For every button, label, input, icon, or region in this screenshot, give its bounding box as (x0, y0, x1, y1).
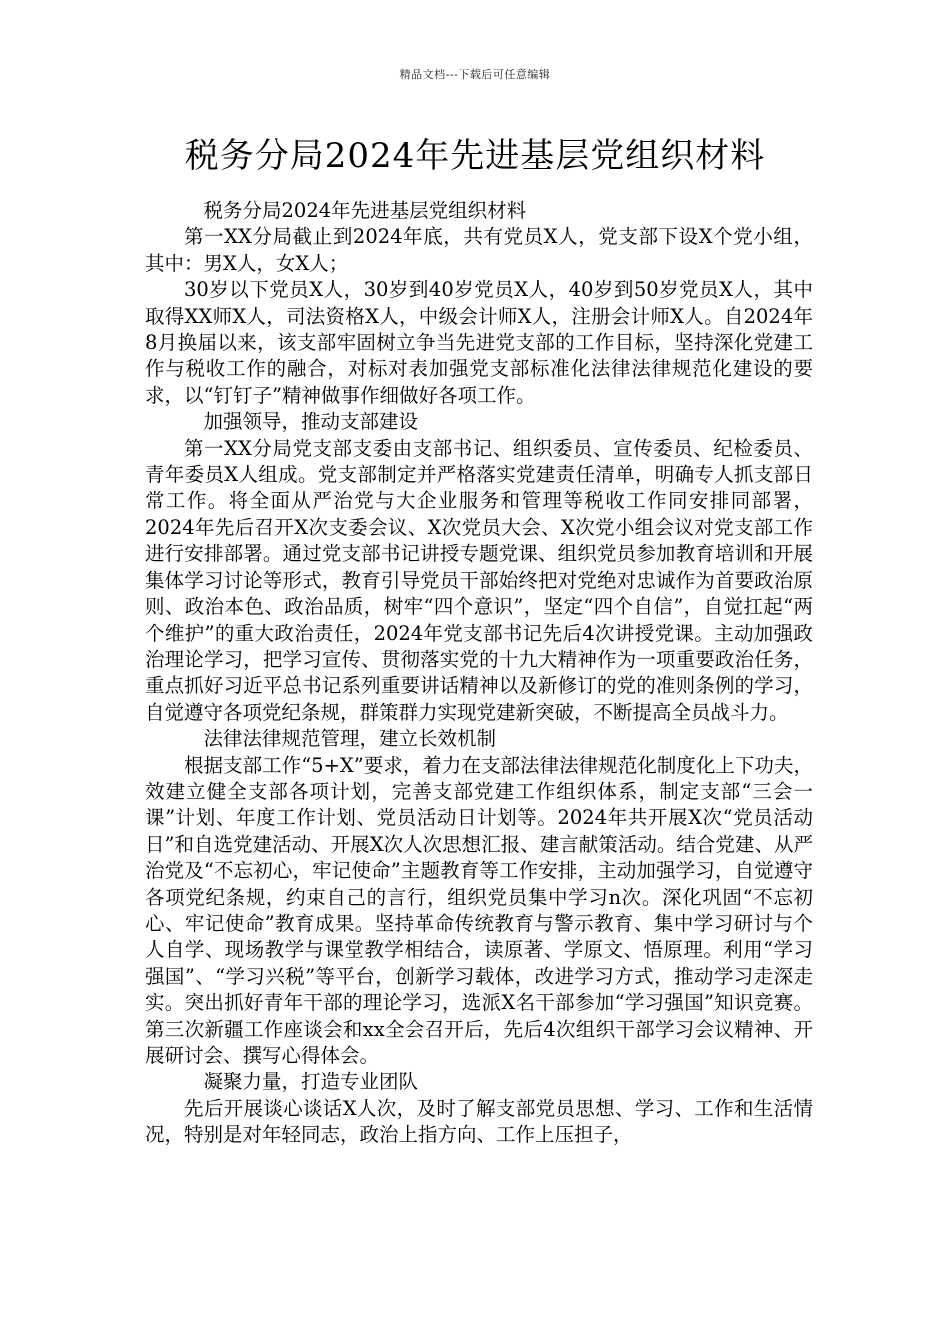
paragraph-leadership: 第一XX分局党支部支委由支部书记、组织委员、宣传委员、纪检委员、青年委员X人组成。党支部制定并严格落实党建责任清单，明确专人抓支部日常工作。将全面从严治党与大企业服务和管理等税收工作同安排同部署，2024年先后召开X次支委会议、X次党员大会、X次党小组会议对党支部工作进行安排部署。通过党支部书记讲授专题党课、组织党员参加教育培训和开展集体学习讨论等形式，教育引导党员干部始终把对党绝对忠诚作为首要政治原则、政治本色、政治品质，树牢“四个意识”，坚定“四个自信”，自觉扛起“两个维护”的重大政治责任，2024年党支部书记先后4次讲授党课。主动加强政治理论学习，把学习宣传、贯彻落实党的十九大精神作为一项重要政治任务，重点抓好习近平总书记系列重要讲话精神以及新修订的党的准则条例的学习，自觉遵守各项党纪条规，群策群力实现党建新突破，不断提高全员战斗力。 (145, 436, 813, 724)
section-heading-leadership: 加强领导，推动支部建设 (203, 410, 419, 434)
body-subtitle: 税务分局2024年先进基层党组织材料 (203, 199, 527, 222)
paragraph-standardization: 根据支部工作“5+X”要求，着力在支部法律法律规范化制度化上下功夫，效建立健全支部各项计划，完善支部党建工作组织体系，制定支部“三会一课”计划、年度工作计划、党员活动日计划等。2024年共开展X次“党员活动日”和自选党建活动、开展X次人次思想汇报、建言献策活动。结合党建、从严治党及“不忘初心，牢记使命”主题教育等工作安排，主动加强学习，自觉遵守各项党纪条规，约束自己的言行，组织党员集中学习n次。深化巩固“不忘初心、牢记使命”教育成果。坚持革命传统教育与警示教育、集中学习研讨与个人自学、现场教学与课堂教学相结合，读原著、学原文、悟原理。利用“学习强国”、“学习兴税”等平台，创新学习载体，改进学习方式，推动学习走深走实。突出抓好青年干部的理论学习，选派X名干部参加“学习强国”知识竞赛。第三次新疆工作座谈会和xx全会召开后，先后4次组织干部学习会议精神、开展研讨会、撰写心得体会。 (145, 753, 813, 1067)
paragraph-member-composition: 30岁以下党员X人，30岁到40岁党员X人，40岁到50岁党员X人，其中取得XX师X人，司法资格X人，中级会计师X人，注册会计师X人。自2024年8月换届以来，该支部牢固树立争当先进党支部的工作目标，坚持深化党建工作与税收工作的融合，对标对表加强党支部标准化法律法律规范化建设的要求，以“钉钉子”精神做事作细做好各项工作。 (145, 278, 813, 407)
section-heading-team: 凝聚力量，打造专业团队 (203, 1070, 419, 1094)
paragraph-team: 先后开展谈心谈话X人次，及时了解支部党员思想、学习、工作和生活情况，特别是对年轻同志，政治上指方向、工作上压担子， (145, 1096, 813, 1147)
document-title: 税务分局2024年先进基层党组织材料 (184, 136, 766, 176)
document-header-note: 精品文档---下载后可任意编辑 (399, 68, 551, 81)
section-heading-standardization: 法律法律规范管理，建立长效机制 (203, 727, 497, 751)
document-body (145, 198, 813, 1149)
paragraph-membership-summary: 第一XX分局截止到2024年底，共有党员X人，党支部下设X个党小组，其中：男X人，女X人； (145, 225, 813, 275)
